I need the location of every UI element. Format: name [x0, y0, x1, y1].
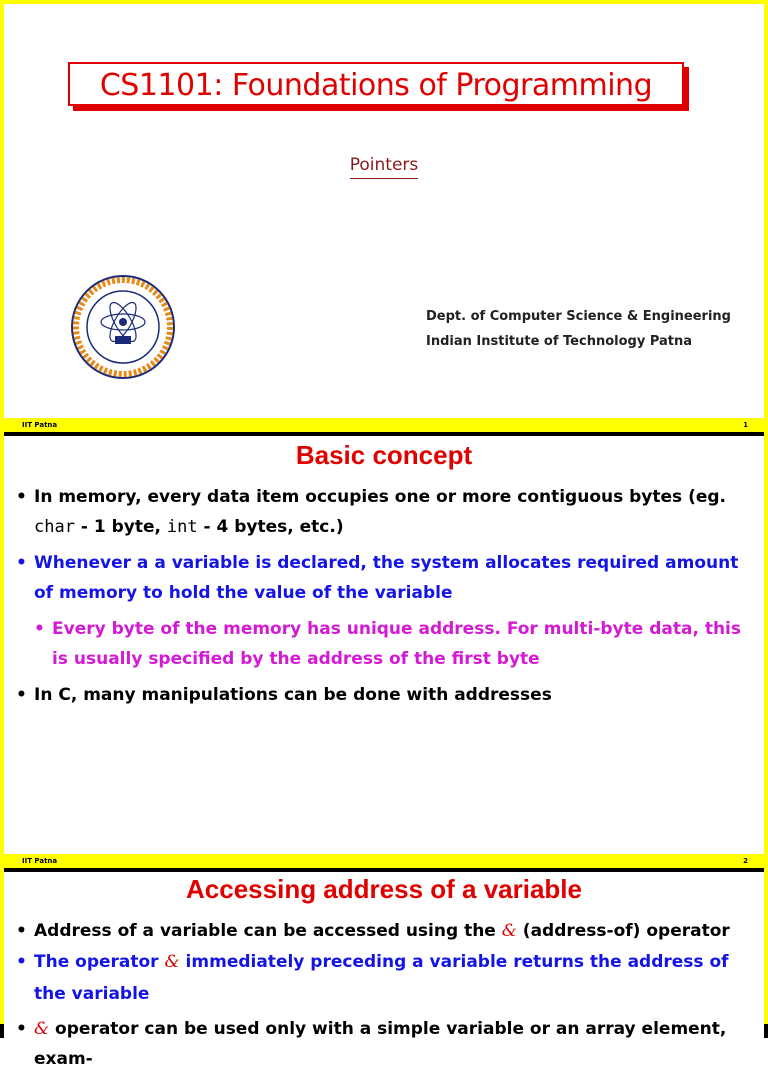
ampersand-operator: & — [501, 921, 517, 941]
slide-1 — [0, 0, 768, 432]
bullet-memory — [14, 482, 748, 542]
slide-3 — [0, 868, 768, 1069]
slide-border-right — [764, 868, 768, 1024]
slide-2-footer — [0, 854, 768, 868]
slide-3-title: Accessing address of a variable — [186, 874, 582, 904]
bullet-text: Address of a variable can be accessed using the — [34, 921, 502, 941]
bullet-text: - 4 bytes, etc.) — [197, 517, 344, 537]
lecture-subtitle — [4, 155, 764, 179]
footer-page-number: 1 — [743, 421, 748, 429]
slide-border-right — [764, 0, 768, 418]
bullet-text: - 1 byte, — [74, 517, 167, 537]
title-box — [68, 62, 684, 106]
ampersand-operator: & — [34, 1019, 50, 1039]
slide-2-body — [4, 436, 764, 854]
course-title: CS1101: Foundations of Programming — [99, 68, 653, 103]
bullet-text: immediately preceding a variable returns the address of the variable — [34, 952, 729, 1004]
bullet-text: The operator — [34, 952, 165, 972]
sub-bullet-address: • Every byte of the memory has unique address. For multi-byte data, this is usually specified by the address of the first byte — [14, 614, 748, 674]
bullet-declaration: • Whenever a a variable is declared, the system allocates required amount of memory to hold the value of the variable — [14, 548, 748, 608]
dept-line-2: Indian Institute of Technology Patna — [426, 334, 693, 349]
slide-3-body — [4, 872, 764, 1069]
code-int: int — [166, 517, 198, 537]
bullet-text: (address-of) operator — [516, 921, 730, 941]
footer-institute: IIT Patna — [22, 421, 58, 429]
bullet-address-operator — [14, 916, 748, 946]
slide-2 — [0, 432, 768, 868]
dept-line-1: Dept. of Computer Science & Engineering — [426, 309, 731, 324]
bullet-operator-precedes — [14, 946, 748, 1010]
slide-3-bullets — [14, 916, 748, 1080]
bullet-text: operator can be used only with a simple variable or an array element, exam- — [34, 1019, 727, 1069]
slide-2-bullets — [14, 482, 748, 716]
iit-patna-logo-icon — [70, 274, 176, 380]
footer-institute: IIT Patna — [22, 857, 58, 865]
slide-1-body — [4, 4, 764, 418]
ampersand-operator: & — [164, 952, 180, 972]
slide-1-footer — [0, 418, 768, 432]
footer-page-number: 2 — [743, 857, 748, 865]
bullet-operator-usage — [14, 1014, 748, 1074]
bullet-manipulations: • In C, many manipulations can be done with addresses — [14, 680, 748, 710]
subtitle-text: Pointers — [350, 155, 419, 179]
slide-2-title: Basic concept — [295, 440, 473, 470]
slide-border-right — [764, 432, 768, 854]
code-char: char — [34, 517, 75, 537]
department-info — [426, 304, 731, 354]
bullet-text: In memory, every data item occupies one or more contiguous bytes (eg. — [34, 487, 727, 507]
